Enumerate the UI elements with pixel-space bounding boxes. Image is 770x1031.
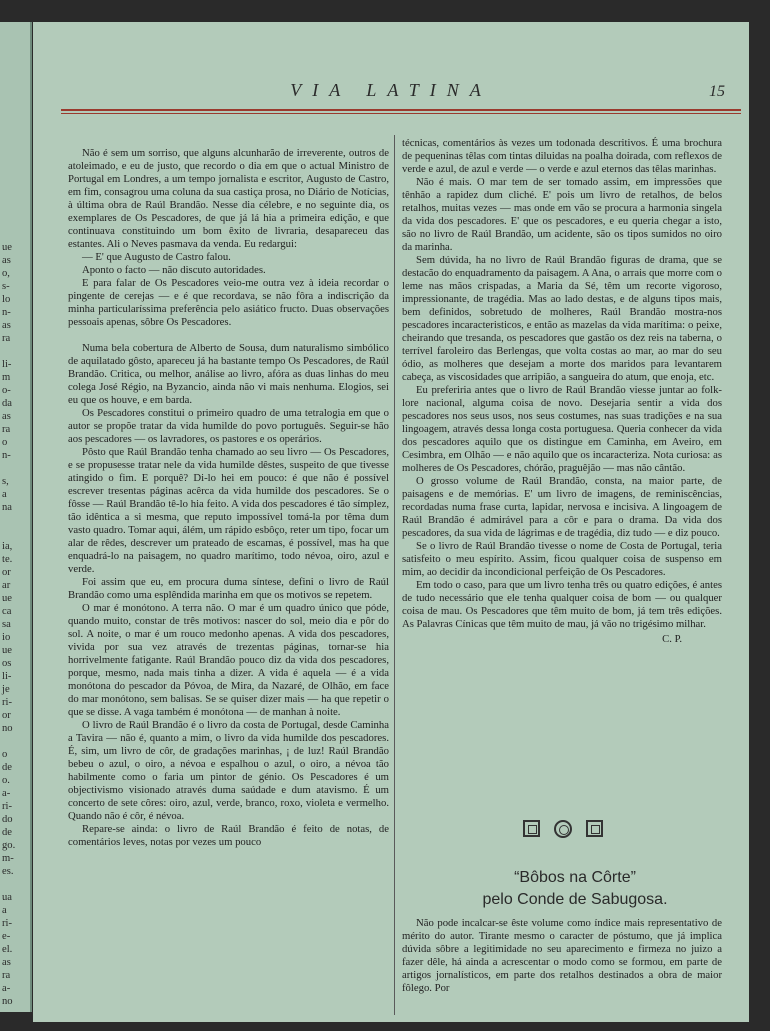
paragraph: Sem dúvida, ha no livro de Raúl Brandão figuras de drama, que se destacão do enquadramento da paisagem. A Ana, o arrais que morre com o leme nas mãos crispadas, a Maria da Sé, têm um recorte vigoroso, impressionante, de tragédia. Mas ao lado destas, e de alguns tipos mais, bem definidos, sobretudo de molheres, Raúl Brandão mostra-nos pescadores incaracteristicos, e então as mazelas da vida marítima: o peixe, cheirando que tresanda, os pescadores que gastão os dez reis na taberna, o terrível faroleiro das Berlengas, que volta costas ao mar, ao mar do seu ódio, as molheres que desejam a morte dos maridos para levantarem cabeça, as viscosidades que arripião, a sangueira do atum, que enoja, etc. [402, 254, 722, 383]
page-number: 15 [709, 83, 725, 100]
margin-fragment: m [2, 372, 11, 383]
margin-fragment: as [2, 957, 11, 968]
header-rule [61, 109, 741, 111]
margin-fragment: ue [2, 593, 12, 604]
paragraph: Aponto o facto — não discuto autoridades. [82, 264, 266, 276]
paragraph: Foi assim que eu, em procura duma síntese, defini o livro de Raúl Brandão como uma esplêndida marinha em que os motivos se repetem. [68, 576, 389, 601]
paragraph: Os Pescadores constitui o primeiro quadro de uma tetralogia em que o autor se propõe tratar da vida humilde do povo português. Seguir-se hão aos pescadores — os lavradores, os pastores e os operários. [68, 407, 389, 445]
margin-fragment: ri- [2, 918, 12, 929]
margin-fragment: da [2, 398, 12, 409]
paragraph: técnicas, comentários às vezes um todonada descritivos. É uma brochura de pequeninas têlas com tintas diluidas na poalha doirada, com reflexos de verde e azul, de azul e verde — o verde e azul eternos das têlas marinhas. [402, 137, 722, 175]
margin-fragment: o. [2, 775, 10, 786]
margin-fragment: de [2, 762, 12, 773]
paragraph: E para falar de Os Pescadores veio-me outra vez à ideia recordar o pingente de cerejas — e é que recordava, se não fôra a indiscrição da minha particularíssima preferência pelo asiático fructo. Duas observações pessoais apenas, sôbre Os Pescadores. [68, 277, 389, 328]
margin-fragment: a [2, 905, 7, 916]
paragraph: — E' que Augusto de Castro falou. [82, 251, 231, 263]
margin-fragment: go. [2, 840, 16, 851]
paragraph: Não pode incalcar-se êste volume como índice mais representativo de mérito do autor. Tirante mesmo o caracter de póstumo, que já implica dúvida sôbre a legitimidade no seu aparecimento e firmeza no juizo a fazer dêle, há ainda a acrescentar o modo como se formou, em parte de artigos jornalísticos, em parte dos retalhos destinados a obra de maior fôlego. Por [402, 917, 722, 994]
column-divider [394, 135, 395, 1015]
margin-fragment: do [2, 814, 13, 825]
margin-fragment: a [2, 489, 7, 500]
margin-fragment: ue [2, 242, 12, 253]
article-title-line: pelo Conde de Sabugosa. [482, 891, 668, 908]
margin-fragment: ra [2, 970, 11, 981]
margin-fragment: as [2, 411, 11, 422]
header-rule-thin [61, 113, 741, 114]
paragraph: O mar é monótono. A terra não. O mar é um quadro único que póde, quando muito, constar de três motivos: nascer do sol, meio dia e pôr do sol. A noite, o mar é um rouco medonho apenas. A vida dos pescadores, vivida por sua vez através de trezentas páginas, tornar-se hia horrivelmente fatigante. Raúl Brandão pouco diz da vida dos pescadores, porque, mesmo, nada mais tinha a dizer. A vida é aquela — é a vida monótona do pescador da Póvoa, de Mira, da Nazaré, de Olhão, em face do mar monótono, sem balisas. Se se quiser dizer mais — ha que repetir o que se disse. A vaga também é monótona — de manhan à noite. [68, 602, 389, 718]
margin-fragment: a- [2, 788, 11, 799]
margin-fragment: s, [2, 476, 9, 487]
margin-fragment: je [2, 684, 10, 695]
paragraph: Não é mais. O mar tem de ser tomado assim, em impressões que tênhão a rapidez dum cliché. E' pois um livro de retalhos, de belos retalhos, muitas vezes — mas onde em vão se procura a harmonia singela da vida dos pescadores. E' que os pescadores, e eu queria chegar a isto, são no livro de Raúl Brandão, um acidente, são os tipos sumidos no oiro da marinha. [402, 176, 722, 253]
paragraph: O livro de Raúl Brandão é o livro da costa de Portugal, desde Caminha a Tavira — não é, quanto a mim, o livro da vida humilde dos pescadores. É, sim, um livro de côr, de gradações marinhas, ¡ de luz! Raúl Brandão bebeu o azul, o oiro, a névoa e espalhou o azul, o oiro, a névoa tão habilmente como o faria um pintor de génio. Os Pescadores é um objectivismo visionado através duma saúdade e dum atavismo. É um concerto de sete côres: oiro, azul, verde, branco, roxo, violeta e vermelho. Quando não é côr, é névoa. [68, 719, 389, 822]
paragraph: O grosso volume de Raúl Brandão, consta, na maior parte, de paisagens e de memórias. E' um livro de imagens, de reminiscências, recordadas numa frase curta, lapidar, nervosa e incisiva. A lingoagem de Raúl Brandão é admirável para a côr e para o drama. Da vida dos pescadores, da sua vida de lágrimas e de tragédia, diz tudo — e diz pouco. [402, 475, 722, 539]
margin-fragment: na [2, 502, 12, 513]
margin-fragment: o- [2, 385, 11, 396]
margin-fragment: ri- [2, 697, 12, 708]
paragraph: Repare-se ainda: o livro de Raúl Brandão é feito de notas, de comentários leves, notas por vezes um pouco [68, 823, 389, 848]
margin-fragment: as [2, 255, 11, 266]
margin-fragment: ca [2, 606, 12, 617]
margin-fragment: os [2, 658, 12, 669]
signature: C. P. [662, 633, 682, 645]
square-ornament-icon [523, 820, 540, 837]
paragraph: Se o livro de Raúl Brandão tivesse o nome de Costa de Portugal, teria satisfeito o meu espírito. Assim, ficou qualquer coisa de suspenso em mim, ao decidir da incondicional perfeição de Os Pescadores. [402, 540, 722, 578]
margin-fragment: or [2, 567, 11, 578]
margin-fragment: de [2, 827, 12, 838]
article-title [443, 867, 707, 911]
margin-fragment: el. [2, 944, 13, 955]
right-column [402, 137, 722, 646]
margin-fragment: as [2, 320, 11, 331]
margin-fragment: n- [2, 307, 11, 318]
paragraph: Eu preferiria antes que o livro de Raúl Brandão viesse juntar ao folk-lore nacional, alguma coisa de novo. Desejaria sentir a vida dos pescadores nos seus usos, nos seus costumes, nas suas tradições e na sua lingoagem, através dessa longa costa portuguesa. Queria conhecer da vida dos pescadores aquilo que os distingue em Caminha, em Aveiro, em Cesimbra, em Olhão — e não aquilo que os incaracteriza. Nota curiosa: as molheres de Os Pescadores, chórão, praguêjão — mas não cântão. [402, 384, 722, 474]
margin-fragment: o [2, 749, 8, 760]
margin-fragment: ri- [2, 801, 12, 812]
margin-fragment: lo [2, 294, 11, 305]
paragraph: Pôsto que Raúl Brandão tenha chamado ao seu livro — Os Pescadores, e se propusesse tratar nele da vida humilde dêstes, suspeito de que tivesse atingido o fim. E porquê? Di-lo hei em pouco: é que não é possível escrever tresentas páginas acêrca da vida humilde dos pescadores. Se o fôsse — Raúl Brandão tê-lo hia feito. A vida dos pescadores é tão símplez, tão idêntica a si mesma, que reputo impossível tomá-la por têma dum vasto quadro. Tomar aqui, álém, um rápido esbôço, reter um tipo, focar um alar de rêdes, descrever um prateado de escamas, é possível, mas ha que enquadrá-lo na paisagem, no quadro marítimo, todo névoa, oiro, azul e verde. [68, 446, 389, 575]
margin-fragment: te. [2, 554, 13, 565]
margin-fragment: n- [2, 450, 11, 461]
margin-fragment: o [2, 437, 8, 448]
article-title-line: “Bôbos na Côrte” [514, 869, 636, 886]
margin-fragment: es. [2, 866, 14, 877]
margin-fragment: no [2, 723, 13, 734]
margin-fragment: or [2, 710, 11, 721]
paragraph: Não é sem um sorriso, que alguns alcunharão de irreverente, outros de atoleimado, e eu de justo, que recordo o dia em que o actual Ministro de Portugal em Londres, a um tempo jornalista e escritor, Augusto de Castro, em fim, consagrou uma coluna da sua castiça prosa, no Diário de Notícias, à última obra de Raúl Brandão. Nesse dia célebre, e no seguinte dia, os exemplares de Os Pescadores, de que já lá hia a primeira edição, e que continuava constituindo um bom êxito de livraria, desapareceu das estantes. Ali o Neves pasmava da venda. Eu redargui: [68, 147, 389, 250]
margin-fragment: ra [2, 424, 11, 435]
square-ornament-icon [586, 820, 603, 837]
margin-fragment: li- [2, 359, 12, 370]
header-title: VIA LATINA [290, 80, 492, 100]
margin-fragment: ra [2, 333, 11, 344]
margin-fragment: m- [2, 853, 14, 864]
margin-fragment: io [2, 632, 11, 643]
margin-fragment: li- [2, 671, 12, 682]
margin-fragment: e- [2, 931, 11, 942]
margin-fragment: sa [2, 619, 11, 630]
section-ornament [523, 820, 603, 838]
margin-fragment: o, [2, 268, 10, 279]
margin-fragment: s- [2, 281, 10, 292]
article-body [402, 917, 722, 995]
margin-fragment: a- [2, 983, 11, 994]
margin-fragment: ua [2, 892, 12, 903]
left-page-edge [0, 22, 32, 1012]
margin-fragment: ue [2, 645, 12, 656]
paragraph: Em todo o caso, para que um livro tenha três ou quatro edições, é antes de tudo necessário que ele tenha qualquer coisa de bom — ou qualquer coisa de mau. Os Pescadores que têm muito de bom, já tem três edições. As Palavras Cínicas que têm muito de mau, já vão no trigésimo milhar. [402, 579, 722, 630]
section-gap [68, 329, 389, 342]
paragraph: Numa bela cobertura de Alberto de Sousa, dum naturalismo simbólico de aquilatado gôsto, apareceu já ha bastante tempo Os Pescadores, de Raúl Brandão. Critica, ou melhor, análise ao livro, afóra as duas linhas do meu colega José Régio, na Byzancio, ainda não vi mais nenhuma. Elogios, sei eu que os houve, e em barda. [68, 342, 389, 406]
margin-fragment: ia, [2, 541, 13, 552]
left-column [68, 147, 389, 849]
margin-fragment: ar [2, 580, 11, 591]
circle-ornament-icon [554, 820, 572, 838]
margin-fragment: no [2, 996, 13, 1007]
magazine-page [33, 22, 749, 1022]
